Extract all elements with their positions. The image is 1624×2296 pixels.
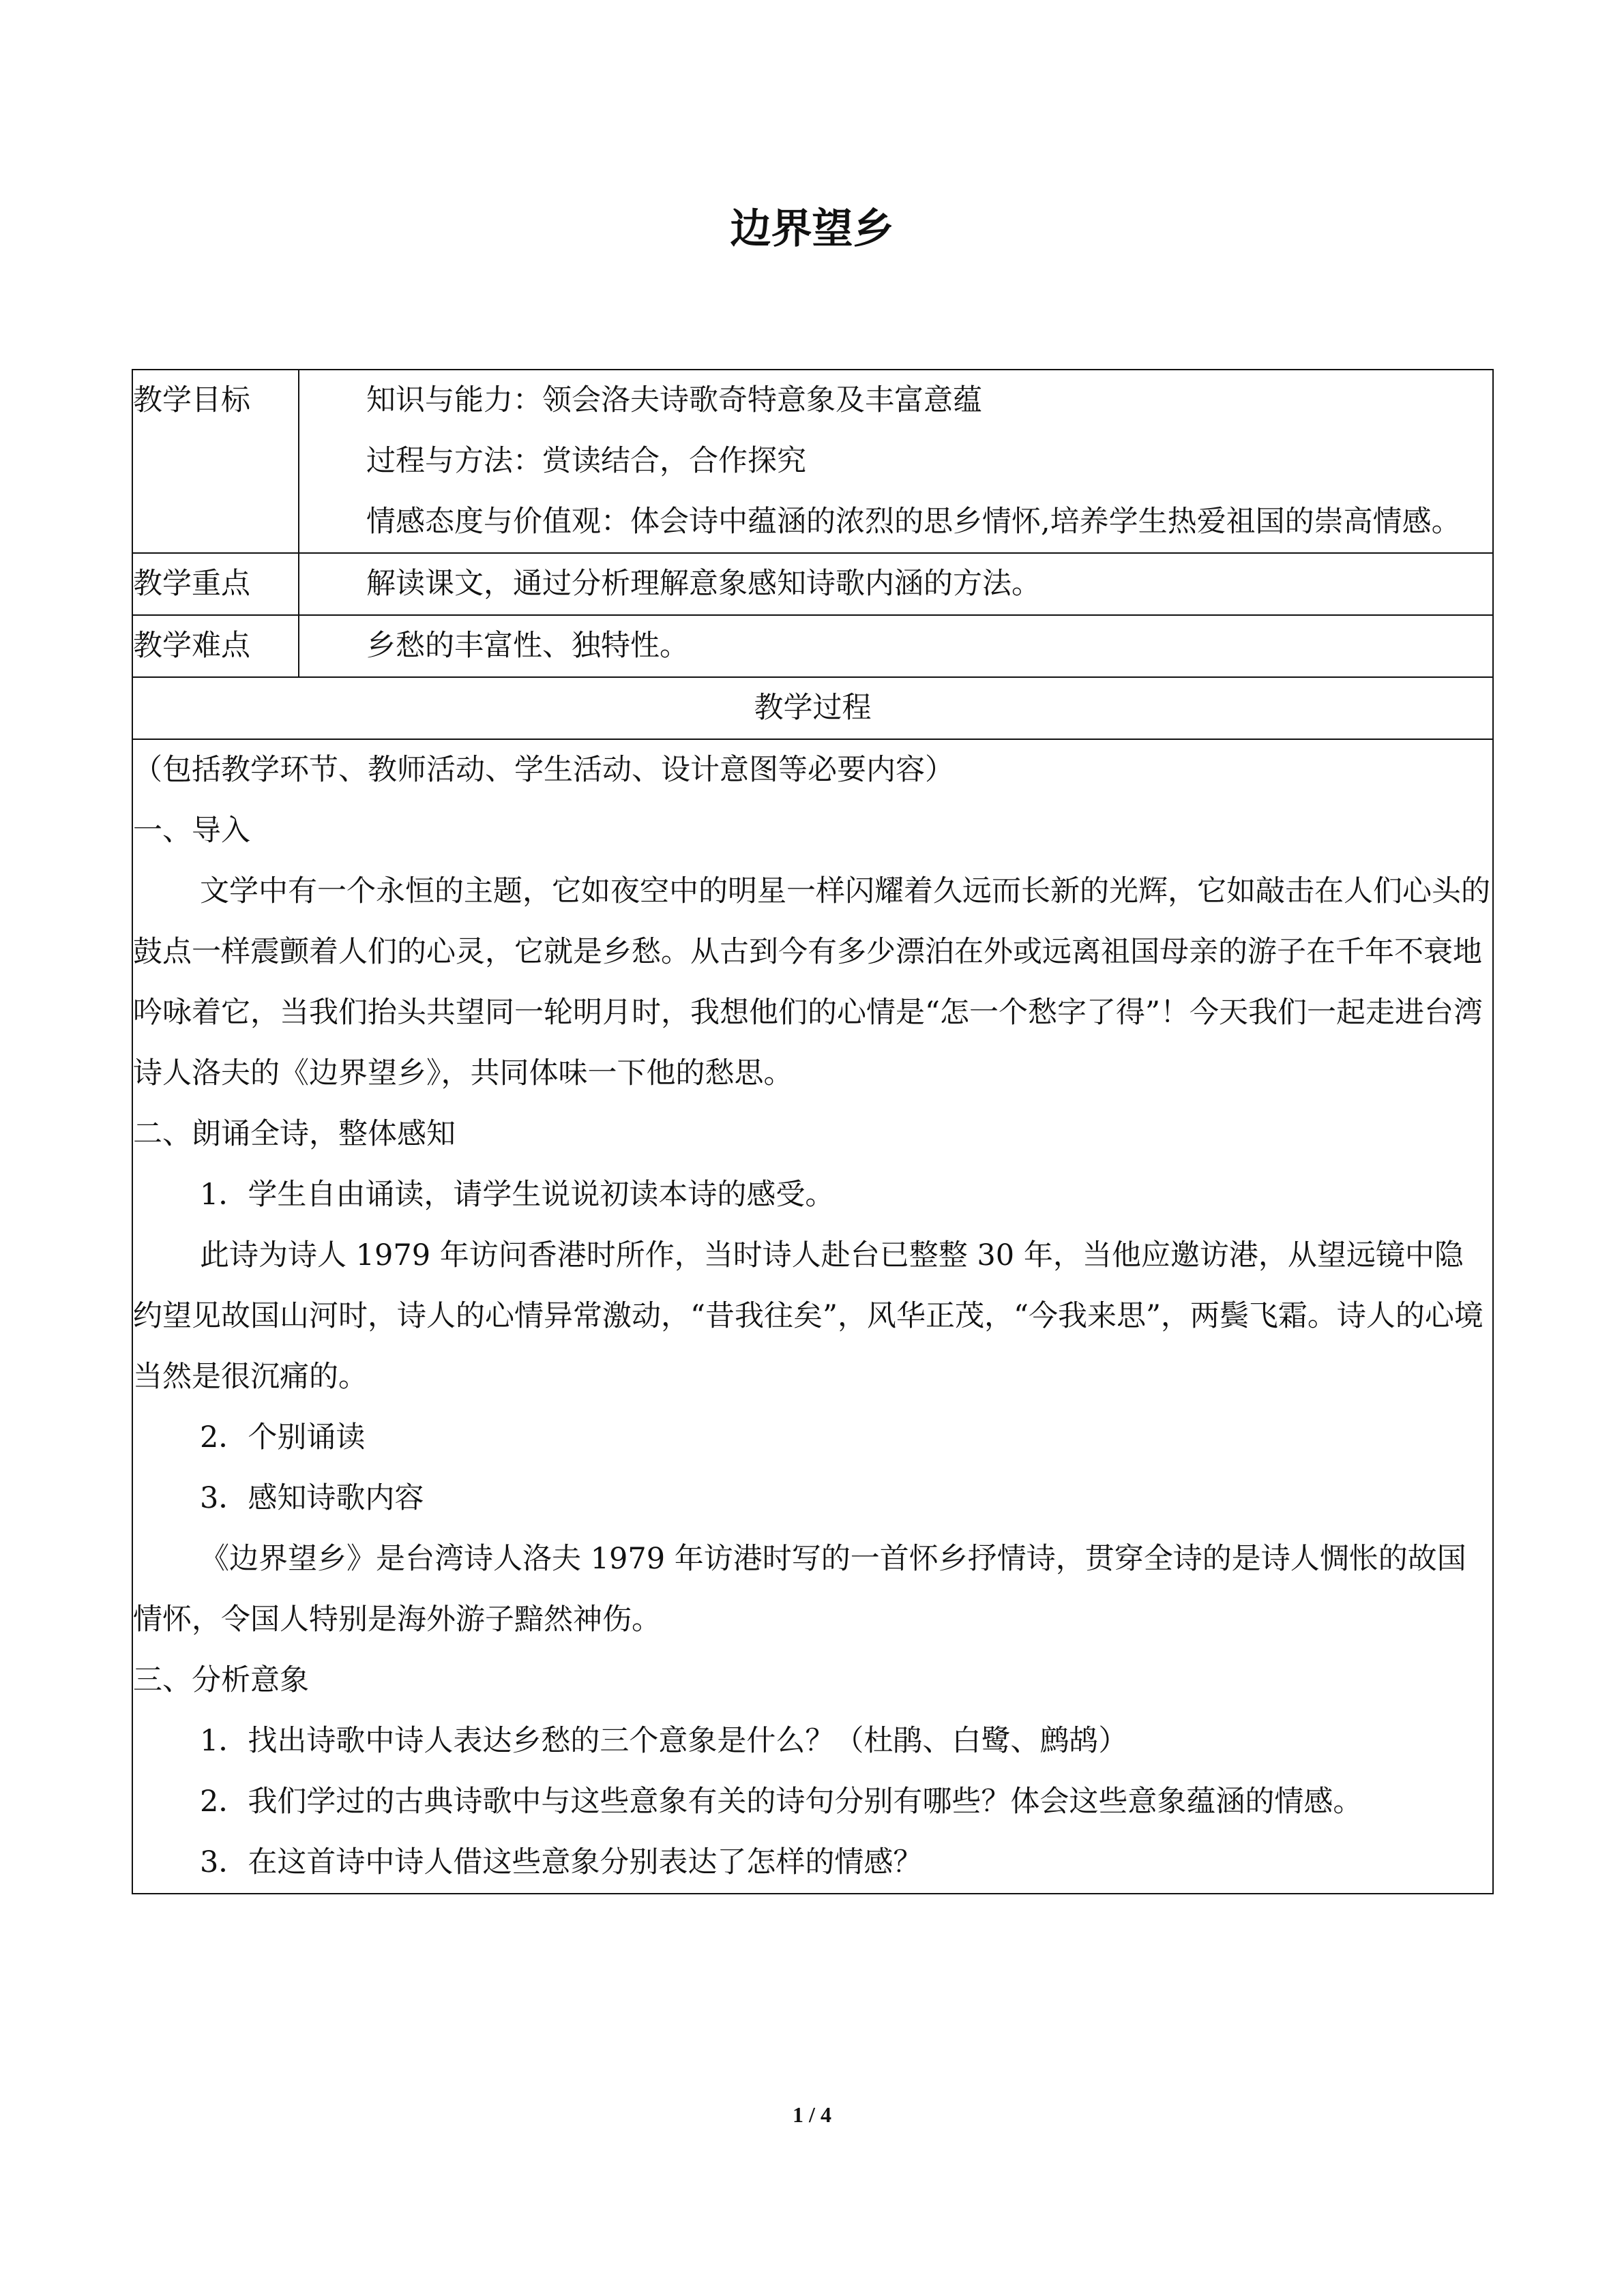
list-item: 3．在这首诗中诗人借这些意象分别表达了怎样的情感？ [200,1845,923,1879]
process-body-row [132,739,1493,1894]
process-content [132,739,1493,1894]
difficulties-text: 乡愁的丰富性、独特性。 [366,629,689,663]
goal-process: 过程与方法：赏读结合，合作探究 [366,444,806,478]
key-points-label: 教学重点 [132,553,299,615]
section-heading: 二、朗诵全诗，整体感知 [133,1117,456,1151]
goal-emotion: 情感态度与价值观：体会诗中蕴涵的浓烈的思乡情怀,培养学生热爱祖国的崇高情感。 [366,505,1461,539]
lesson-plan-table [132,369,1494,1894]
goals-content [299,370,1493,553]
key-points-content [299,553,1493,615]
key-points-text: 解读课文，通过分析理解意象感知诗歌内涵的方法。 [366,567,1041,601]
process-header-row [132,677,1493,739]
list-item: 1．学生自由诵读，请学生说说初读本诗的感受。 [200,1178,835,1212]
list-item: 2．我们学过的古典诗歌中与这些意象有关的诗句分别有哪些？体会这些意象蕴涵的情感。 [200,1785,1363,1819]
process-header: 教学过程 [132,677,1493,739]
list-item: 1．找出诗歌中诗人表达乡愁的三个意象是什么？（杜鹃、白鹭、鹧鸪） [200,1724,1128,1758]
difficulties-label: 教学难点 [132,615,299,677]
difficulties-content [299,615,1493,677]
body-paragraph: 文学中有一个永恒的主题，它如夜空中的明星一样闪耀着久远而长新的光辉，它如敲击在人们心头的鼓点一样震颤着人们的心灵，它就是乡愁。从古到今有多少漂泊在外或远离祖国母亲的游子在千年不衰地吟咏着它，当我们抬头共望同一轮明月时，我想他们的心情是“怎一个愁字了得”！今天我们一起走进台湾诗人洛夫的《边界望乡》，共同体味一下他的愁思。 [133,874,1490,1090]
key-points-row [132,553,1493,615]
process-note: （包括教学环节、教师活动、学生活动、设计意图等必要内容） [133,753,954,787]
body-paragraph: 此诗为诗人 1979 年访问香港时所作，当时诗人赴台已整整 30 年，当他应邀访港，从望远镜中隐约望见故国山河时，诗人的心情异常激动，“昔我往矣”，风华正茂，“今我来思”，两鬓飞霜。诗人的心境当然是很沉痛的。 [133,1238,1483,1394]
difficulties-row [132,615,1493,677]
body-paragraph: 《边界望乡》是台湾诗人洛夫 1979 年访港时写的一首怀乡抒情诗，贯穿全诗的是诗人惆怅的故国情怀，令国人特别是海外游子黯然神伤。 [133,1542,1466,1637]
list-item: 3．感知诗歌内容 [200,1481,424,1515]
goals-label: 教学目标 [132,370,299,553]
document-title: 边界望乡 [730,205,894,253]
list-item: 2．个别诵读 [200,1420,366,1455]
goal-knowledge: 知识与能力：领会洛夫诗歌奇特意象及丰富意蕴 [366,383,982,417]
page-number: 1 / 4 [793,2102,831,2127]
section-heading: 三、分析意象 [133,1663,309,1697]
section-heading: 一、导入 [133,814,250,848]
goals-row [132,370,1493,553]
